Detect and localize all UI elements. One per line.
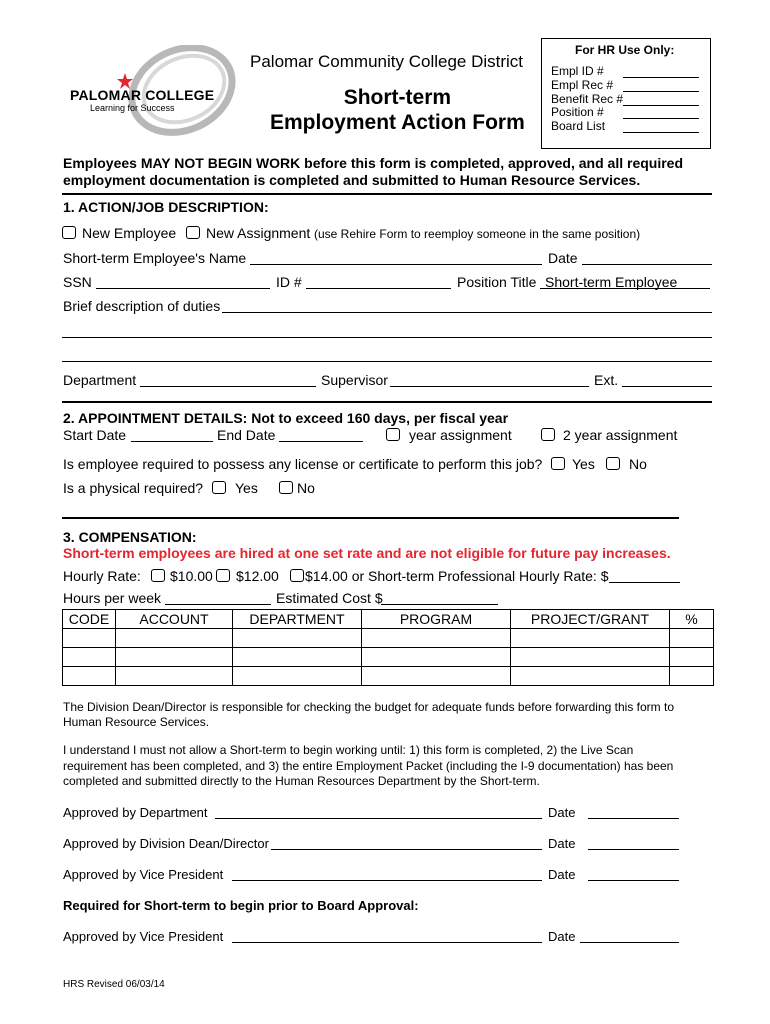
hr-field-board-list: Board List	[551, 119, 606, 133]
approved-dean-label: Approved by Division Dean/Director	[63, 836, 269, 851]
physical-yes-checkbox[interactable]	[212, 481, 226, 494]
rate-14-checkbox[interactable]	[290, 569, 304, 582]
col-account: ACCOUNT	[116, 610, 233, 629]
approved-department-label: Approved by Department	[63, 805, 208, 820]
col-program: PROGRAM	[362, 610, 511, 629]
hr-field-position: Position #	[551, 105, 604, 119]
position-title-value[interactable]: Short-term Employee	[545, 274, 678, 290]
account-table-header	[63, 610, 714, 629]
department-field[interactable]	[140, 386, 316, 387]
compensation-notice: Short-term employees are hired at one set rate and are not eligible for future pay increases.	[63, 545, 671, 561]
license-yes-label: Yes	[572, 456, 595, 472]
start-date-label: Start Date	[63, 427, 127, 443]
employee-name-field[interactable]	[250, 264, 542, 265]
new-employee-label: New Employee	[82, 225, 177, 241]
hr-field-empl-rec: Empl Rec #	[551, 78, 614, 92]
hr-field-benefit-rec: Benefit Rec #	[551, 92, 624, 106]
start-date-field[interactable]	[131, 441, 213, 442]
approved-vp-signature[interactable]	[232, 880, 542, 881]
approved-vp-date-label: Date	[548, 867, 576, 882]
supervisor-label: Supervisor	[321, 372, 388, 388]
intro-line2: employment documentation is completed and submitted to Human Resource Services.	[63, 172, 641, 188]
dean-note-line1: The Division Dean/Director is responsible for checking the budget for adequate funds before forwarding this form to	[63, 700, 674, 714]
approved-vp-date-field[interactable]	[588, 880, 679, 881]
rate-12-label: $12.00	[236, 568, 279, 584]
section1-heading: 1. ACTION/JOB DESCRIPTION:	[63, 199, 269, 215]
physical-yes-label: Yes	[235, 480, 258, 496]
position-title-field[interactable]	[540, 288, 710, 289]
approved-vp2-label: Approved by Vice President	[63, 929, 224, 944]
intro-line1: Employees MAY NOT BEGIN WORK before this form is completed, approved, and all required	[63, 155, 684, 171]
rate-14-label: $14.00 or Short-term Professional Hourly Rate: $	[305, 568, 609, 584]
ext-field[interactable]	[622, 386, 712, 387]
col-department: DEPARTMENT	[233, 610, 362, 629]
duties-field-2[interactable]	[62, 337, 712, 338]
form-title-line2: Employment Action Form	[270, 111, 525, 134]
approved-department-signature[interactable]	[215, 818, 542, 819]
approved-department-date-field[interactable]	[588, 818, 679, 819]
hr-field-position-line[interactable]	[623, 118, 699, 119]
hr-box-title: For HR Use Only:	[575, 43, 675, 57]
two-year-assignment-checkbox[interactable]	[541, 428, 555, 441]
approved-dean-signature[interactable]	[271, 849, 542, 850]
approved-dean-date-label: Date	[548, 836, 576, 851]
hr-field-empl-id: Empl ID #	[551, 64, 604, 78]
new-employee-checkbox[interactable]	[62, 226, 76, 239]
year-assignment-label: year assignment	[409, 427, 512, 443]
year-assignment-checkbox[interactable]	[386, 428, 400, 441]
duties-label: Brief description of duties	[63, 298, 221, 314]
rehire-note: (use Rehire Form to reemploy someone in the same position)	[314, 227, 641, 241]
duties-field-1[interactable]	[222, 312, 712, 313]
rate-10-checkbox[interactable]	[151, 569, 165, 582]
account-table	[62, 609, 714, 686]
professional-rate-field[interactable]	[609, 582, 680, 583]
id-field[interactable]	[306, 288, 451, 289]
approved-vp-label: Approved by Vice President	[63, 867, 224, 882]
id-label: ID #	[276, 274, 302, 290]
college-logo	[62, 45, 237, 140]
end-date-label: End Date	[217, 427, 276, 443]
physical-no-label: No	[297, 480, 315, 496]
section3-heading: 3. COMPENSATION:	[63, 529, 197, 545]
duties-field-3[interactable]	[62, 361, 712, 362]
license-yes-checkbox[interactable]	[551, 457, 565, 470]
understand-line3: completed and submitted directly to the Human Resources Department by the Short-term.	[63, 774, 540, 788]
hr-field-empl-rec-line[interactable]	[623, 91, 699, 92]
hr-field-board-list-line[interactable]	[623, 132, 699, 133]
divider	[62, 193, 712, 195]
physical-no-checkbox[interactable]	[279, 481, 293, 494]
divider	[62, 517, 679, 519]
understand-line2: requirement has been completed, and 3) the entire Employment Packet (including the I-9 documentation) has been	[63, 759, 674, 773]
ext-label: Ext.	[594, 372, 619, 388]
table-row[interactable]	[63, 629, 714, 648]
department-label: Department	[63, 372, 137, 388]
new-assignment-label: New Assignment	[206, 225, 311, 241]
approved-vp2-date-label: Date	[548, 929, 576, 944]
approved-vp2-signature[interactable]	[232, 942, 542, 943]
rate-12-checkbox[interactable]	[216, 569, 230, 582]
license-question: Is employee required to possess any license or certificate to perform this job?	[63, 456, 543, 472]
section2-heading: 2. APPOINTMENT DETAILS: Not to exceed 160 days, per fiscal year	[63, 410, 509, 426]
logo-name: PALOMAR COLLEGE	[70, 87, 215, 103]
new-assignment-checkbox[interactable]	[186, 226, 200, 239]
hourly-rate-label: Hourly Rate:	[63, 568, 141, 584]
approved-vp2-date-field[interactable]	[580, 942, 679, 943]
ssn-field[interactable]	[96, 288, 270, 289]
col-code: CODE	[63, 610, 116, 629]
ssn-label: SSN	[63, 274, 92, 290]
estimated-cost-field[interactable]	[381, 604, 498, 605]
end-date-field[interactable]	[279, 441, 363, 442]
dean-note-line2: Human Resource Services.	[63, 715, 210, 729]
employee-name-label: Short-term Employee's Name	[63, 250, 247, 266]
employee-date-label: Date	[548, 250, 578, 266]
approved-department-date-label: Date	[548, 805, 576, 820]
physical-question: Is a physical required?	[63, 480, 204, 496]
revision-footer: HRS Revised 06/03/14	[63, 979, 165, 990]
hours-per-week-field[interactable]	[165, 604, 271, 605]
hours-per-week-label: Hours per week	[63, 590, 162, 606]
district-name: Palomar Community College District	[250, 52, 524, 71]
col-percent: %	[670, 610, 714, 629]
two-year-assignment-label: 2 year assignment	[563, 427, 678, 443]
rate-10-label: $10.00	[170, 568, 213, 584]
employee-date-field[interactable]	[582, 264, 712, 265]
form-title-line1: Short-term	[343, 86, 452, 109]
license-no-label: No	[629, 456, 647, 472]
license-no-checkbox[interactable]	[606, 457, 620, 470]
position-title-label: Position Title	[457, 274, 537, 290]
hr-field-empl-id-line[interactable]	[623, 77, 699, 78]
approved-dean-date-field[interactable]	[588, 849, 679, 850]
board-approval-heading: Required for Short-term to begin prior to Board Approval:	[63, 898, 419, 913]
hr-field-benefit-rec-line[interactable]	[623, 105, 699, 106]
supervisor-field[interactable]	[390, 386, 589, 387]
table-row[interactable]	[63, 667, 714, 686]
table-row[interactable]	[63, 648, 714, 667]
estimated-cost-label: Estimated Cost $	[276, 590, 383, 606]
understand-line1: I understand I must not allow a Short-term to begin working until: 1) this form is completed, 2) the Live Scan	[63, 743, 634, 757]
divider	[62, 401, 712, 403]
logo-tagline: Learning for Success	[90, 103, 175, 113]
col-project-grant: PROJECT/GRANT	[511, 610, 670, 629]
